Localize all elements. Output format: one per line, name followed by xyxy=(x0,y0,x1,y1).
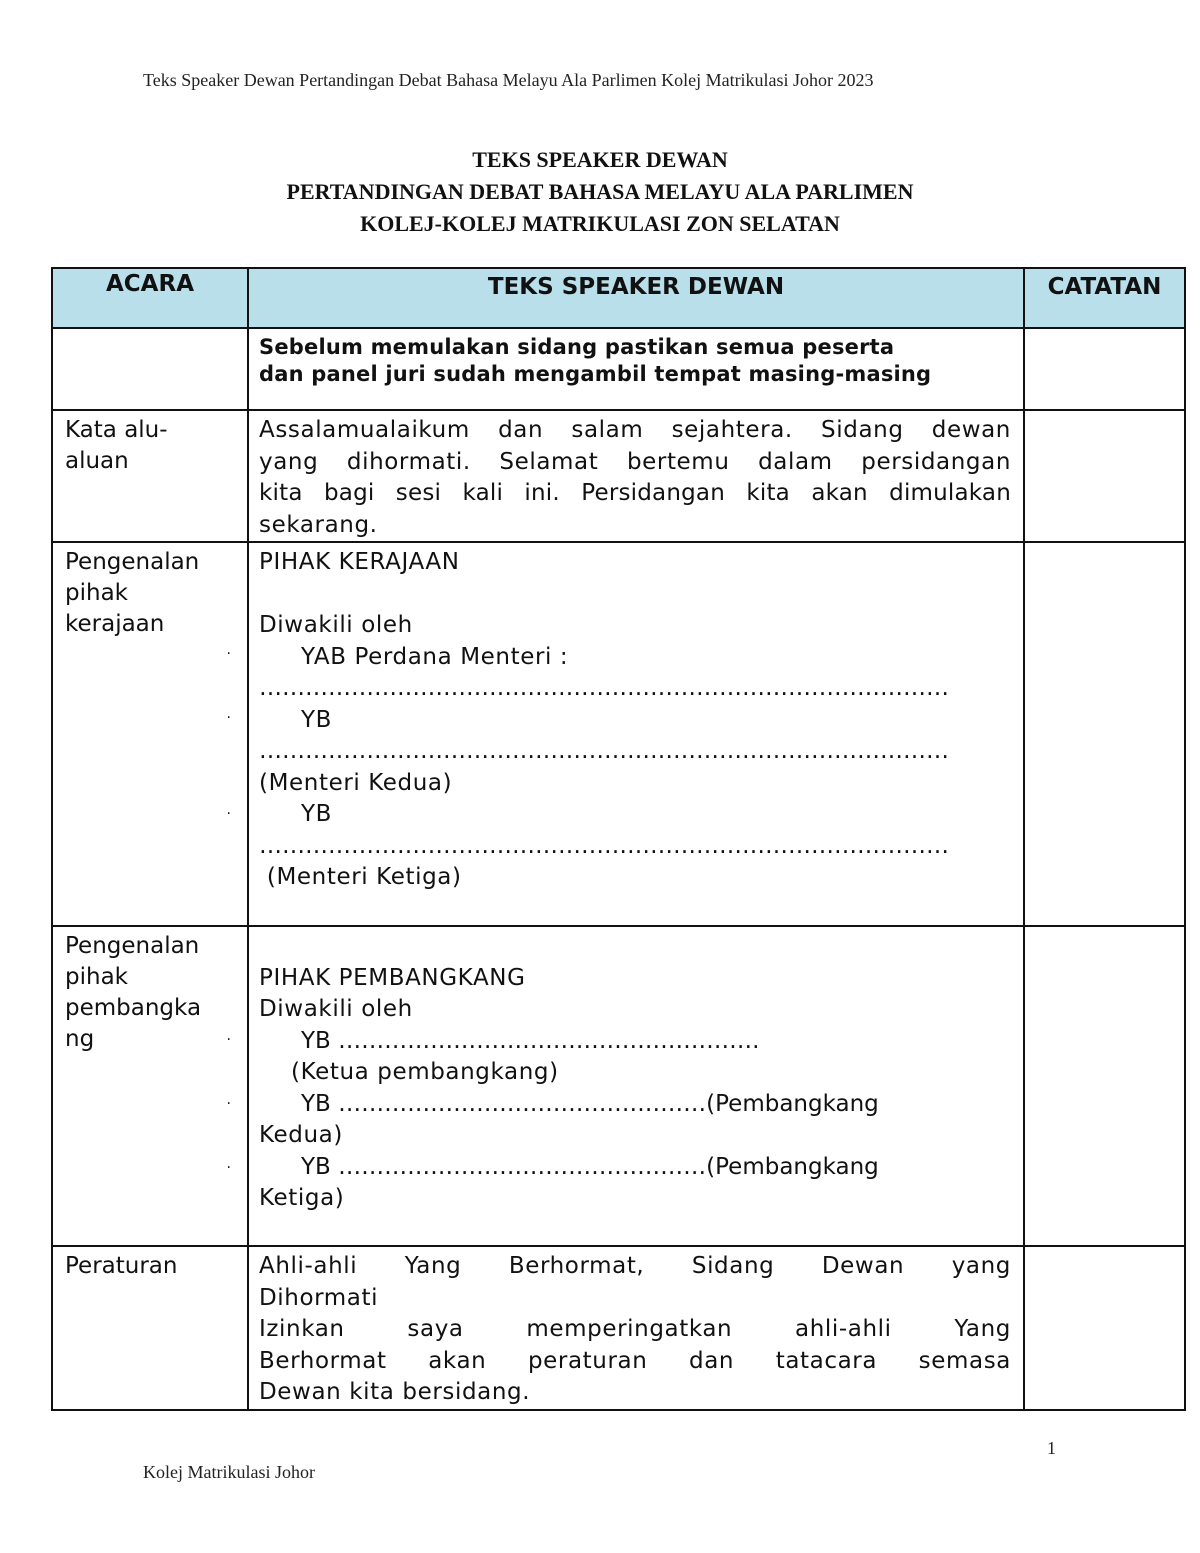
acara-label: aluan xyxy=(65,448,129,474)
peraturan-text-cell xyxy=(248,1246,1024,1410)
acara-label: pembangka xyxy=(65,995,202,1021)
acara-label: Pengenalan xyxy=(65,549,200,575)
catatan-cell xyxy=(1024,1246,1185,1410)
catatan-cell xyxy=(1024,328,1185,410)
document-title xyxy=(0,144,1200,240)
bullet-icon: · xyxy=(226,1160,231,1176)
text-line: Izinkan saya memperingatkan ahli-ahli Yang xyxy=(259,1316,1011,1342)
acara-cell-peraturan xyxy=(52,1246,248,1410)
acara-label: ng xyxy=(65,1026,95,1052)
table-row-kerajaan xyxy=(52,542,1185,926)
acara-cell-aluan xyxy=(52,410,248,542)
yb-line: YB ………………………………………………. xyxy=(301,1027,760,1054)
table-header-row xyxy=(52,268,1185,328)
footer-institution: Kolej Matrikulasi Johor xyxy=(143,1462,315,1482)
table-row-intro xyxy=(52,328,1185,410)
intro-note-line: Sebelum memulakan sidang pastikan semua peserta xyxy=(259,335,895,359)
dotted-blank: ……………………………………………………………………………… xyxy=(259,832,949,859)
catatan-cell xyxy=(1024,410,1185,542)
acara-cell-pembangkang xyxy=(52,926,248,1246)
title-line-1: TEKS SPEAKER DEWAN xyxy=(472,147,728,172)
column-header-catatan: CATATAN xyxy=(1024,268,1185,328)
column-header-teks: TEKS SPEAKER DEWAN xyxy=(248,268,1024,328)
text-line: Dihormati xyxy=(259,1284,379,1311)
yb-line: YB xyxy=(301,801,333,827)
acara-label: pihak xyxy=(65,580,128,606)
acara-cell-kerajaan xyxy=(52,542,248,926)
bullet-icon: · xyxy=(226,1032,231,1048)
side-heading: PIHAK KERAJAAN xyxy=(259,549,460,575)
text-line: sekarang. xyxy=(259,511,378,538)
minister-2-label: (Menteri Kedua) xyxy=(259,769,453,796)
acara-label: Peraturan xyxy=(65,1253,178,1279)
dotted-blank: ……………………………………………………………………………… xyxy=(259,675,949,701)
intro-note-cell xyxy=(248,328,1024,410)
title-line-3: KOLEJ-KOLEJ MATRIKULASI ZON SELATAN xyxy=(360,211,840,236)
aluan-text-cell xyxy=(248,410,1024,542)
running-header: Teks Speaker Dewan Pertandingan Debat Bahasa Melayu Ala Parlimen Kolej Matrikulasi Johor 2023 xyxy=(143,70,874,90)
acara-label: pihak xyxy=(65,964,128,990)
intro-note-line: dan panel juri sudah mengambil tempat masing-masing xyxy=(259,362,932,386)
acara-label: Kata alu- xyxy=(65,417,168,443)
acara-label: Pengenalan xyxy=(65,933,200,959)
yb-line: YB xyxy=(301,706,333,733)
yb-line: YB …………………………………………(Pembangkang xyxy=(301,1090,879,1117)
table-row-peraturan xyxy=(52,1246,1185,1410)
bullet-icon: · xyxy=(226,806,231,822)
table-row-pembangkang xyxy=(52,926,1185,1246)
catatan-cell xyxy=(1024,542,1185,926)
column-header-acara: ACARA xyxy=(52,268,248,328)
text-line: Assalamualaikum dan salam sejahtera. Sidang dewan xyxy=(259,417,1011,443)
speaker-text-table xyxy=(51,267,1186,1411)
prime-minister-line: YAB Perdana Menteri : xyxy=(301,643,569,670)
pembangkang-text-cell xyxy=(248,926,1024,1246)
yb-line: YB …………………………………………(Pembangkang xyxy=(301,1153,879,1180)
title-line-2: PERTANDINGAN DEBAT BAHASA MELAYU ALA PARLIMEN xyxy=(286,179,914,204)
represented-by: Diwakili oleh xyxy=(259,996,413,1022)
kerajaan-text-cell xyxy=(248,542,1024,926)
page-number: 1 xyxy=(1047,1438,1056,1458)
catatan-cell xyxy=(1024,926,1185,1246)
bullet-icon: · xyxy=(226,710,231,726)
table-row-aluan xyxy=(52,410,1185,542)
bullet-icon: · xyxy=(226,1096,231,1112)
yb-line-cont: Ketiga) xyxy=(259,1185,345,1211)
text-line: kita bagi sesi kali ini. Persidangan kita akan dimulakan xyxy=(259,480,1011,506)
side-heading: PIHAK PEMBANGKANG xyxy=(259,964,526,991)
acara-label: kerajaan xyxy=(65,611,165,637)
represented-by: Diwakili oleh xyxy=(259,612,413,638)
text-line: yang dihormati. Selamat bertemu dalam persidangan xyxy=(259,448,1011,475)
leader-label: (Ketua pembangkang) xyxy=(291,1059,559,1085)
dotted-blank: ……………………………………………………………………………… xyxy=(259,738,949,764)
text-line: Ahli-ahli Yang Berhormat, Sidang Dewan yang xyxy=(259,1253,1011,1279)
text-line: Dewan kita bersidang. xyxy=(259,1379,531,1405)
acara-cell-empty xyxy=(52,328,248,410)
yb-line-cont: Kedua) xyxy=(259,1122,343,1148)
bullet-icon: · xyxy=(226,646,231,662)
text-line: Berhormat akan peraturan dan tatacara semasa xyxy=(259,1347,1011,1374)
minister-3-label: (Menteri Ketiga) xyxy=(259,864,462,890)
